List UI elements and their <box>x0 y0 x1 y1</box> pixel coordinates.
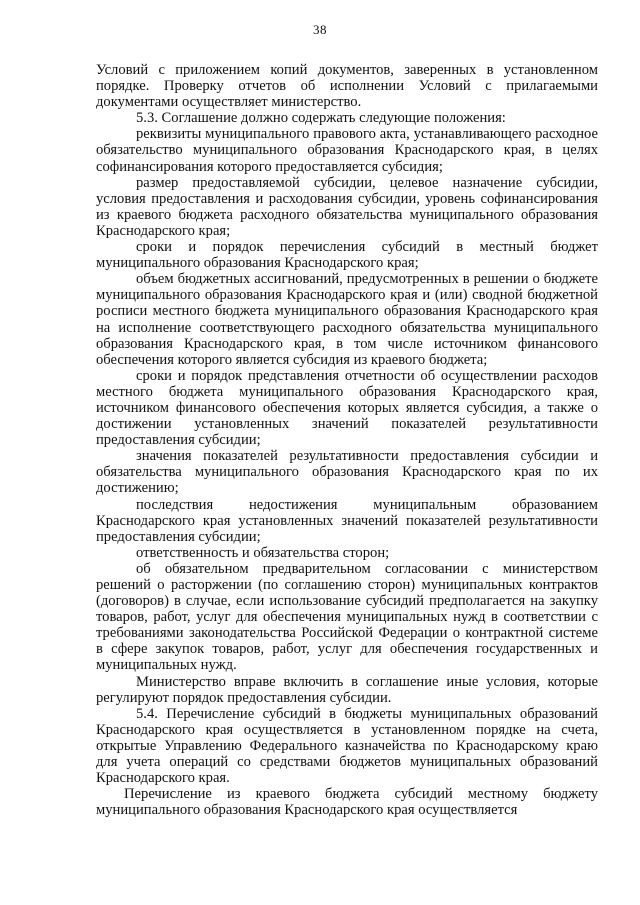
paragraph-item-transfer-terms: сроки и порядок перечисления субсидий в местный бюджет муниципального образования Краснодарского края; <box>96 239 598 272</box>
paragraph-item-requisites: реквизиты муниципального правового акта, устанавливающего расходное обязательство муниципального образования Краснодарского края, в целях софинансирования которого предоставляется субсидия; <box>96 126 598 175</box>
paragraph-item-responsibility: ответственность и обязательства сторон; <box>136 544 390 561</box>
paragraph-item-consequences: последствия недостижения муниципальным образованием Краснодарского края установленных значений показателей результативности предоставления субсидии; <box>96 496 598 545</box>
paragraph-item-reporting: сроки и порядок представления отчетности об осуществлении расходов местного бюджета муниципального образования Краснодарского края, источником финансового обеспечения которых является субсидия, а также о достижении установленных значений показателей результативности предоставления субсидии; <box>96 367 598 449</box>
paragraph-item-subsidy-size: размер предоставляемой субсидии, целевое назначение субсидии, условия предоставления и расходования субсидии, уровень софинансирования из краевого бюджета расходного обязательства муниципального образования Краснодарского края; <box>96 174 598 239</box>
paragraph-item-contract-termination: об обязательном предварительном согласовании с министерством решений о расторжении (по соглашению сторон) муниципальных контрактов (договоров) в случае, если использование субсидий предполагается на закупку товаров, работ, услуг для обеспечения муниципальных нужд в соответствии с требованиями законодательства Российской Федерации о контрактной системе в сфере закупок товаров, работ, услуг для обеспечения государственных и муниципальных нужд. <box>96 560 598 674</box>
paragraph-ministry-conditions: Министерство вправе включить в соглашение иные условия, которые регулируют порядок предоставления субсидии. <box>96 673 598 706</box>
paragraph-section-5-4: 5.4. Перечисление субсидий в бюджеты муниципальных образований Краснодарского края осуществляется в установленном порядке на счета, открытые Управлению Федерального казначейства по Краснодарскому краю для учета операций со средствами бюджетов муниципальных образований Краснодарского края. <box>96 705 598 787</box>
paragraph-item-budget-allocations: объем бюджетных ассигнований, предусмотренных в решении о бюджете муниципального образования Краснодарского края и (или) сводной бюджетной росписи местного бюджета муниципального образования Краснодарского края на исполнение соответствующего расходного обязательства муниципального образования Краснодарского края, в том числе источником финансового обеспечения которого является субсидия из краевого бюджета; <box>96 271 598 368</box>
paragraph-transfer-from-budget: Перечисление из краевого бюджета субсидий местному бюджету муниципального образования Краснодарского края осуществляется <box>96 786 598 819</box>
page-number: 38 <box>313 22 327 37</box>
paragraph-section-5-3: 5.3. Соглашение должно содержать следующие положения: <box>136 110 506 127</box>
paragraph-item-indicators: значения показателей результативности предоставления субсидии и обязательства муниципального образования Краснодарского края по их достижению; <box>96 448 598 497</box>
paragraph-continuation: Условий с приложением копий документов, заверенных в установленном порядке. Проверку отчетов об исполнении Условий с прилагаемыми документами осуществляет министерство. <box>96 62 598 111</box>
document-body <box>96 62 598 818</box>
